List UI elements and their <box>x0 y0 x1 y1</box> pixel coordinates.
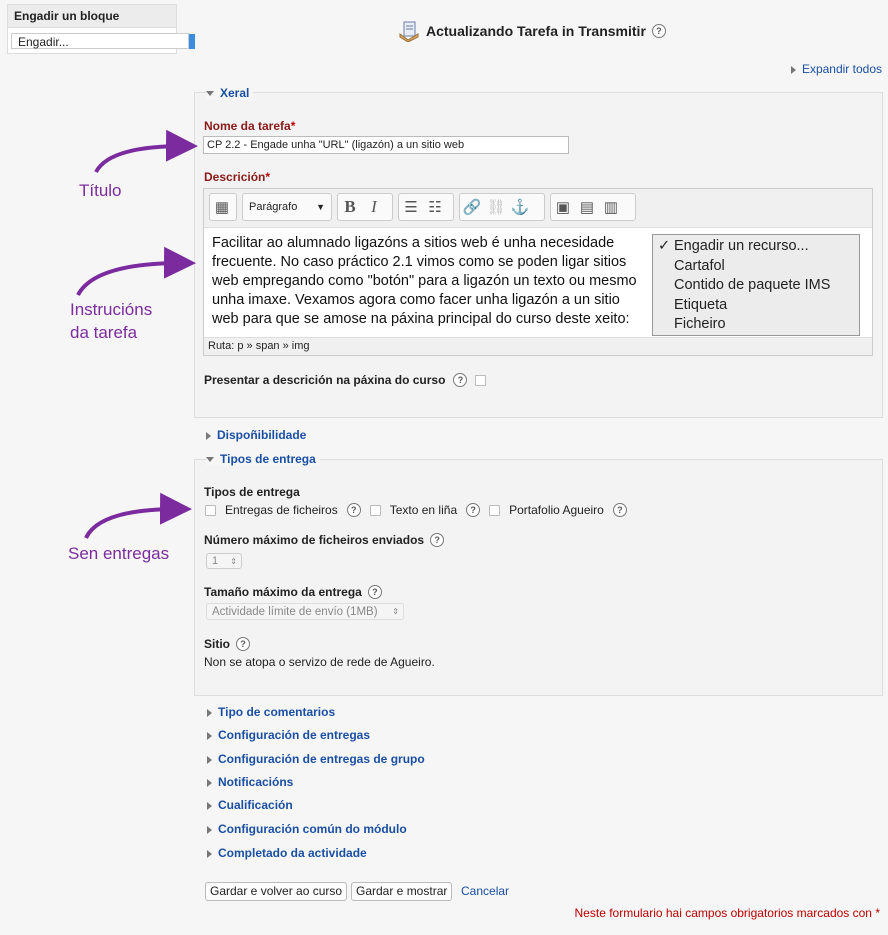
image-icon[interactable]: ▣ <box>555 199 571 216</box>
section-notifications[interactable]: Notificacións <box>207 775 293 789</box>
check-icon: ✓ <box>658 238 671 254</box>
help-icon[interactable]: ? <box>368 585 382 599</box>
menu-item-file[interactable]: Ficheiro <box>674 316 726 332</box>
menu-item-add-resource[interactable]: ✓ Engadir un recurso... <box>653 237 859 257</box>
bullet-list-icon[interactable]: ☰ <box>404 199 418 216</box>
paragraph-select[interactable]: Parágrafo ▼ <box>242 193 332 221</box>
section-activity-completion[interactable]: Completado da actividade <box>207 846 367 860</box>
menu-item-ims-package[interactable]: Contido de paquete IMS <box>674 277 831 293</box>
description-label: Descrición* <box>204 170 271 184</box>
show-description-row: Presentar a descrición na páxina do curso ? <box>204 373 486 387</box>
help-icon[interactable]: ? <box>430 533 444 547</box>
annotation-instructions-1: Instrucións <box>70 300 153 319</box>
section-submission-settings[interactable]: Configuración de entregas <box>207 728 370 742</box>
save-return-button[interactable]: Gardar e volver ao curso <box>205 882 347 901</box>
required-fields-note: Neste formulario hai campos obrigatorios marcados con * <box>574 906 880 920</box>
cancel-link[interactable]: Cancelar <box>461 884 510 898</box>
task-name-input[interactable]: CP 2.2 - Engade unha "URL" (ligazón) a un sitio web <box>203 136 569 154</box>
save-show-button[interactable]: Gardar e mostrar <box>351 882 452 901</box>
section-common-module-settings[interactable]: Configuración común do módulo <box>207 822 407 836</box>
unlink-icon[interactable]: ⛓ <box>486 199 506 216</box>
submission-legend[interactable]: Tipos de entrega <box>206 452 320 466</box>
page-title: Actualizando Tarefa in Transmitir <box>426 23 646 39</box>
section-comment-types[interactable]: Tipo de comentarios <box>207 705 335 719</box>
help-icon[interactable]: ? <box>453 373 467 387</box>
bold-icon[interactable]: B <box>344 197 356 216</box>
max-files-select[interactable]: 1 ⇕ <box>206 553 242 569</box>
section-group-submission-settings[interactable]: Configuración de entregas de grupo <box>207 752 425 766</box>
description-text[interactable]: Facilitar ao alumnado ligazóns a sitios web é unha necesidade frecuente. No caso práctico 2.1 vimos como se poden ligar sitios web empregando como "botón" para a ligazón un texto ou mesmo unha imaxe. Vexamos agora como facer unha ligazón a un sitio web para que se amose na páxina principal do curso deste xeito: <box>212 235 637 327</box>
media-icon[interactable]: ▤ <box>579 199 595 216</box>
help-icon[interactable]: ? <box>347 503 361 517</box>
help-icon[interactable]: ? <box>613 503 627 517</box>
task-name-label: Nome da tarefa* <box>204 119 296 133</box>
italic-icon[interactable]: I <box>371 197 377 216</box>
help-icon[interactable]: ? <box>652 24 666 38</box>
numbered-list-icon[interactable]: ☷ <box>428 199 442 216</box>
arrow-to-submissions <box>86 509 184 538</box>
max-size-select[interactable]: Actividade límite de envío (1MB) ⇕ <box>206 603 404 620</box>
submission-types-row: Entregas de ficheiros ? Texto en liña ? Portafolio Agueiro ? <box>205 503 627 517</box>
anchor-icon[interactable]: ⚓ <box>510 199 530 216</box>
annotation-no-submissions: Sen entregas <box>68 544 170 563</box>
arrow-to-instructions <box>78 263 188 295</box>
max-files-label: Número máximo de ficheiros enviados ? <box>204 533 444 547</box>
submission-types-label: Tipos de entrega <box>204 485 300 499</box>
availability-legend[interactable]: Dispoñibilidade <box>206 428 310 442</box>
editor-path: Ruta: p » span » img <box>204 337 872 355</box>
menu-item-folder[interactable]: Cartafol <box>674 257 725 274</box>
help-icon[interactable]: ? <box>236 637 250 651</box>
link-icon[interactable]: 🔗 <box>462 199 482 216</box>
paste-icon[interactable]: ▥ <box>603 199 619 216</box>
menu-item-label[interactable]: Etiqueta <box>674 296 728 313</box>
add-block-select[interactable]: Engadir... <box>11 33 189 49</box>
add-block-title: Engadir un bloque <box>8 5 176 28</box>
site-text: Non se atopa o servizo de rede de Agueiro. <box>204 655 435 669</box>
annotation-instructions-2: da tarefa <box>70 323 138 342</box>
toolbar-toggle-icon[interactable]: ▦ <box>214 199 230 216</box>
general-legend[interactable]: Xeral <box>206 86 253 100</box>
site-label: Sitio ? <box>204 637 250 651</box>
annotation-title: Título <box>79 181 122 200</box>
help-icon[interactable]: ? <box>466 503 480 517</box>
section-grading[interactable]: Cualificación <box>207 798 293 812</box>
max-size-label: Tamaño máximo da entrega ? <box>204 585 382 599</box>
arrow-to-title <box>96 146 190 172</box>
expand-all-link[interactable]: Expandir todos <box>791 62 882 76</box>
